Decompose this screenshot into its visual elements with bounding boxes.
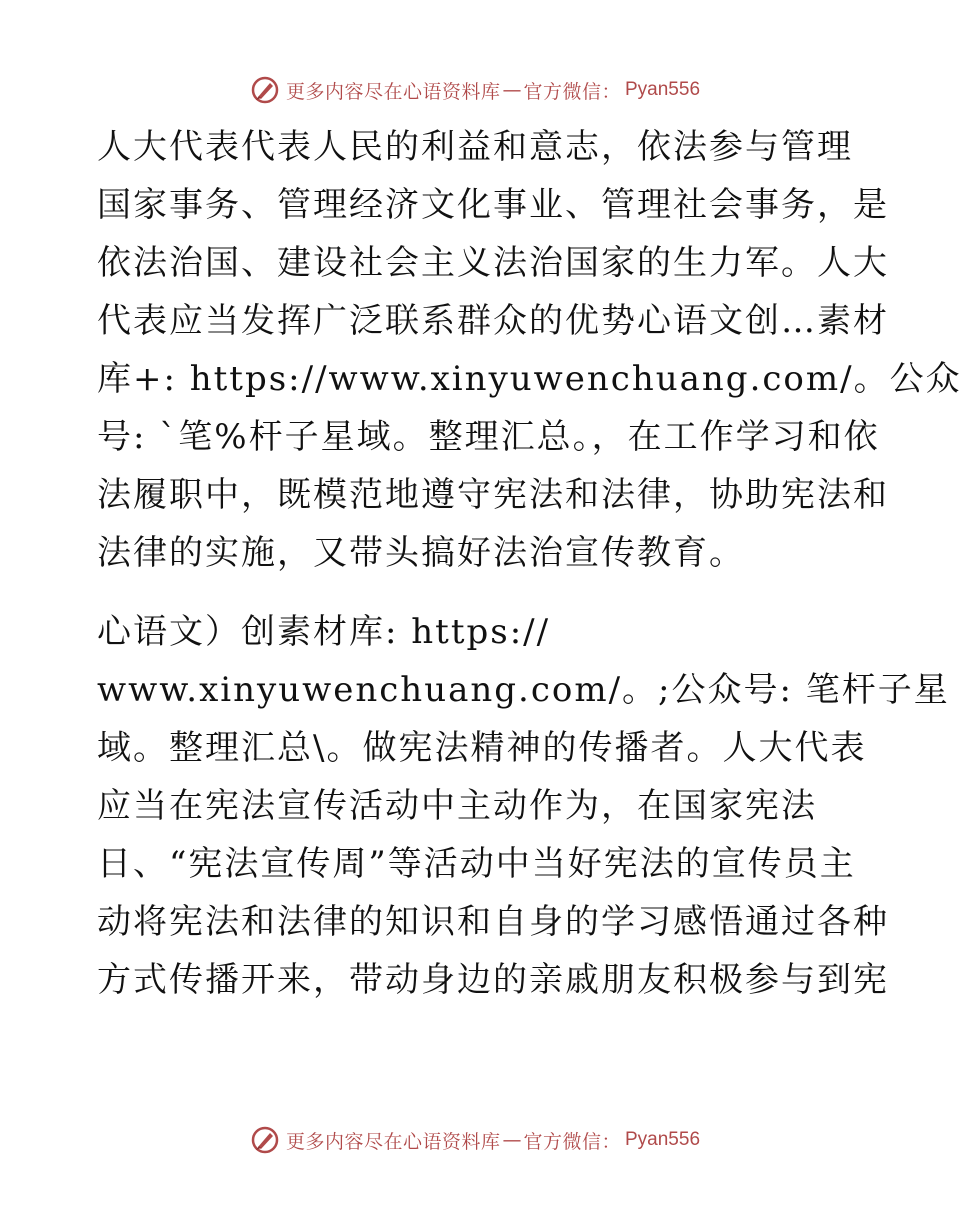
text-line: 动将宪法和法律的知识和自身的学习感悟通过各种 (97, 902, 889, 942)
watermark-wechat-id: Pyan556 (625, 1129, 701, 1150)
text-line: 法履职中，既模范地遵守宪法和法律，协助宪法和 (97, 475, 889, 515)
watermark-separator: — (502, 79, 522, 101)
watermark-separator: — (502, 1129, 522, 1151)
text-line: 方式传播开来，带动身边的亲戚朋友积极参与到宪 (97, 960, 889, 1000)
text-line: 国家事务、管理经济文化事业、管理社会事务，是 (97, 185, 889, 225)
text-line: 日、“宪法宣传周”等活动中当好宪法的宣传员主 (97, 844, 856, 884)
paragraph-1 (97, 118, 962, 582)
text-line: 法律的实施，又带头搞好法治宣传教育。 (97, 533, 745, 573)
text-line: 依法治国、建设社会主义法治国家的生力军。人大 (97, 243, 889, 283)
header-watermark (0, 70, 950, 110)
watermark-text: 更多内容尽在心语资料库 (285, 80, 501, 103)
pen-seal-icon (250, 75, 280, 105)
footer-watermark (0, 1120, 950, 1160)
text-line: 人大代表代表人民的利益和意志，依法参与管理 (97, 127, 853, 167)
pen-seal-icon (250, 1125, 280, 1155)
watermark-label: 官方微信： (523, 1130, 621, 1153)
text-line: 代表应当发挥广泛联系群众的优势心语文创…素材 (97, 301, 889, 341)
watermark-text: 更多内容尽在心语资料库 (285, 1130, 501, 1153)
text-line: 心语文）创素材库: https:// (97, 612, 551, 652)
watermark-wechat-id: Pyan556 (625, 79, 701, 100)
text-line: www.xinyuwenchuang.com/。;公众号: 笔杆子星 (97, 670, 950, 710)
text-line: 域。整理汇总\。做宪法精神的传播者。人大代表 (97, 728, 867, 768)
watermark-label: 官方微信： (523, 80, 621, 103)
text-line: 库+: https://www.xinyuwenchuang.com/。公众 (97, 359, 962, 399)
paragraph-2 (97, 603, 950, 1009)
text-line: 应当在宪法宣传活动中主动作为，在国家宪法 (97, 786, 817, 826)
text-line: 号: `笔%杆子星域。整理汇总。，在工作学习和依 (97, 417, 880, 457)
